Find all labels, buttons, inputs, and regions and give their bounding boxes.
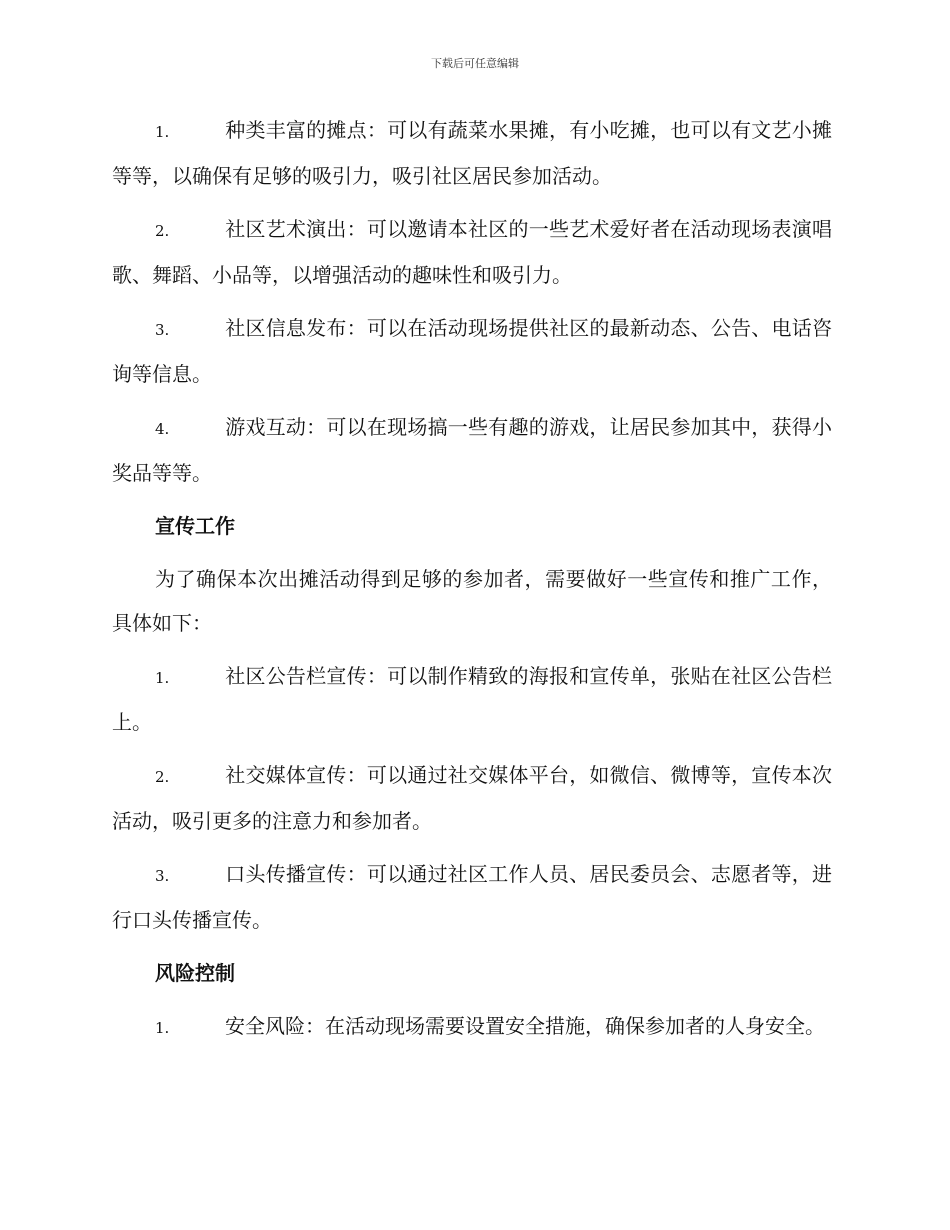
- list-item: [112, 654, 832, 744]
- page-header: 下载后可任意编辑: [431, 57, 519, 70]
- list-item: [112, 306, 832, 396]
- list-item-text: 社区信息发布：可以在活动现场提供社区的最新动态、公告、电话咨询等信息。: [112, 316, 832, 386]
- section-heading-risk-control: 风险控制: [155, 961, 235, 985]
- section-heading-publicity: 宣传工作: [155, 514, 235, 538]
- body-paragraph: 为了确保本次出摊活动得到足够的参加者，需要做好一些宣传和推广工作，具体如下：: [112, 567, 832, 635]
- list-item: [112, 753, 832, 843]
- list-number: 1.: [155, 123, 170, 141]
- list-item: [112, 405, 832, 495]
- list-number: 3.: [155, 867, 170, 885]
- list-item: [112, 108, 832, 198]
- list-number: 4.: [155, 420, 170, 438]
- list-number: 1.: [155, 1019, 170, 1037]
- list-item-text: 种类丰富的摊点：可以有蔬菜水果摊，有小吃摊，也可以有文艺小摊等等，以确保有足够的吸引力，吸引社区居民参加活动。: [112, 118, 832, 188]
- list-number: 2.: [155, 222, 170, 240]
- list-item-text: 社区公告栏宣传：可以制作精致的海报和宣传单，张贴在社区公告栏上。: [112, 664, 832, 734]
- list-number: 3.: [155, 321, 170, 339]
- list-item-text: 口头传播宣传：可以通过社区工作人员、居民委员会、志愿者等，进行口头传播宣传。: [112, 862, 832, 932]
- list-item-text: 安全风险：在活动现场需要设置安全措施，确保参加者的人身安全。: [225, 1014, 825, 1038]
- list-item-text: 游戏互动：可以在现场搞一些有趣的游戏，让居民参加其中，获得小奖品等等。: [112, 415, 832, 485]
- list-item-text: 社交媒体宣传：可以通过社交媒体平台，如微信、微博等，宣传本次活动，吸引更多的注意力和参加者。: [112, 763, 832, 833]
- list-number: 1.: [155, 669, 170, 687]
- list-item: [112, 207, 832, 297]
- document-body: [112, 108, 832, 1059]
- list-number: 2.: [155, 768, 170, 786]
- list-item: [112, 852, 832, 942]
- list-item-text: 社区艺术演出：可以邀请本社区的一些艺术爱好者在活动现场表演唱歌、舞蹈、小品等，以增强活动的趣味性和吸引力。: [112, 217, 832, 287]
- list-item: [112, 1004, 832, 1050]
